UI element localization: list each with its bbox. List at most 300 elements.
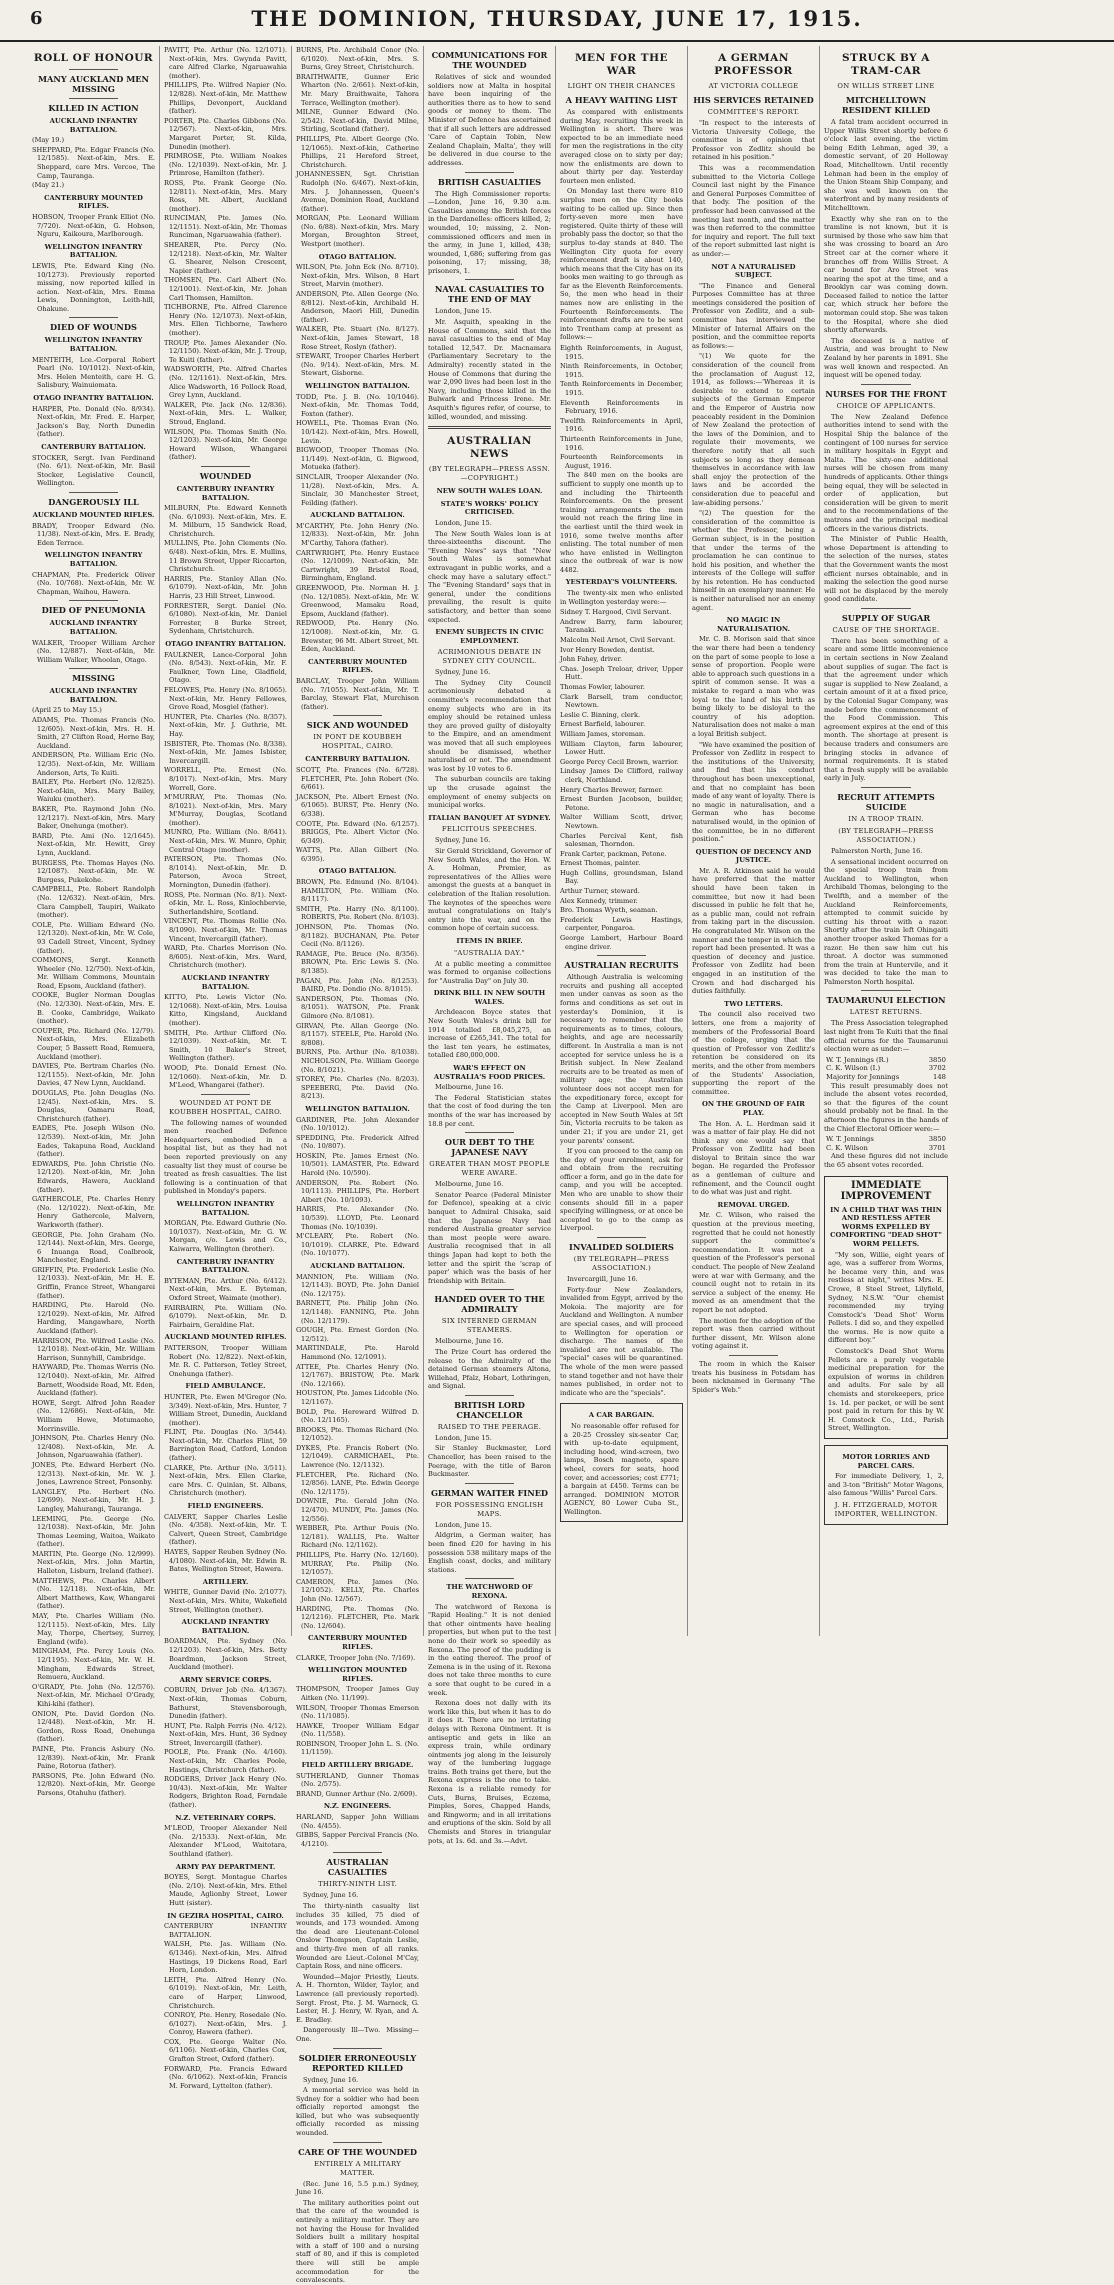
list-item: Thomas Fowler, labourer. — [560, 683, 645, 691]
list-item: MARTINDALE, Pte. Harold Hammond (No. 12/1091). — [296, 1344, 419, 1361]
items-sub: "AUSTRALIA DAY." — [453, 948, 526, 957]
unit-heading: CANTERBURY BATTALION. — [305, 755, 410, 764]
list-item: HARDING, Pte. Thomas (No. 12/1216). FLETCHER, Pte. Mark (No. 12/604). — [296, 1604, 419, 1630]
unit-heading: WELLINGTON BATTALION. — [305, 1104, 410, 1113]
missing-list — [32, 687, 155, 1797]
list-item: BAILEY, Pte. Herbert (No. 12/825). Next-of-kin, Mrs. Mary Bailey, Waiuku (mother). — [32, 778, 155, 804]
col2-entries — [164, 46, 287, 462]
list-item: SANDERSON, Pte. Thomas (No. 8/1051). WATSON, Pte. Frank Gilmore (No. 8/1081). — [296, 994, 419, 1020]
list-item: WILSON, Trooper Thomas Emerson (No. 11/1085). — [296, 1703, 419, 1721]
list-item: Henry Charles Brewer, farmer. — [560, 785, 664, 794]
unit-heading: WELLINGTON INFANTRY BATTALION. — [176, 1200, 275, 1217]
list-item: HARRIS, Pte. Alexander (No. 10/539). LLOYD, Pte. Leonard Thomas (No. 10/1039). — [296, 1205, 419, 1231]
list-item: CONROY, Pte. Henry, Rosedale (No. 6/1027). Next-of-kin, Mrs. J. Conroy, Hawera (father). — [164, 2011, 287, 2037]
list-item: MORGAN, Pte. Edward Guthrie (No. 10/1037). Next-of-kin, Mr. G. W. Morgan, c/o. Lewis and Co., Kaiwarra, Wellington (brother). — [164, 1219, 287, 1253]
professor-more: This was a recommendation submitted to the Victoria College Council last night by the Finance and General Purposes Committee of that body. The position of the professor had been canvassed at the meeting last month, and the matter was then referred to the committee for inquiry and report. The full text of the report submitted last night is as under:— — [692, 163, 815, 258]
naturalised-text: "The Finance and General Purposes Committee has at three meetings considered the position of Professor von Zedlitz, and a sub-committee has interviewed the Minister of Internal Affairs on the position, and the committee reports as follows:— — [692, 281, 815, 350]
nsw-dateline: London, June 15. — [435, 518, 492, 527]
list-item: PATTERSON, Trooper William Robert (No. 12/822). Next-of-kin, Mr. R. C. Patterson, Tetley Street, Onehunga (father). — [164, 1343, 287, 1378]
list-item: ADAMS, Pte. Thomas Francis (No. 12/605). Next-of-kin, Mrs. H. H. Smith, 27 Clifton Road, Herne Bay, Auckland. — [32, 716, 155, 750]
professor-heading: A GERMAN PROFESSOR — [714, 52, 793, 77]
majority-row: Majority for Jennings 148 — [826, 1073, 946, 1082]
decency-heading: QUESTION OF DECENCY AND JUSTICE. — [695, 847, 812, 865]
list-item: Bro. Thomas Wyeth, seaman. — [560, 906, 658, 915]
list-item: M'CLEARY, Pte. Robert (No. 10/1019). CLARKE, Pte. Edward (No. 10/1077). — [296, 1232, 419, 1258]
list-item: BROOKS, Pte. Thomas Richard (No. 12/1052). — [296, 1425, 419, 1443]
list-item: Malcolm Neil Arnot, Civil Servant. — [560, 636, 676, 645]
ill-list — [32, 511, 155, 596]
list-item: WORRELL, Pte. Ernest (No. 8/1017). Next-of-kin, Mrs. Mary Worrell, Gore. — [164, 766, 287, 792]
list-item: Arthur Turner, steward. — [560, 887, 640, 896]
list-item: FORWARD, Pte. Francis Edward (No. 6/1062). Next-of-kin, Francis M. Forward, Lyttelton (father). — [164, 2064, 287, 2090]
list-item: HOUSTON, Pte. James Lidcoble (No. 12/1167). — [296, 1389, 419, 1406]
list-item: JOHNSON, Pte. Charles Henry (No. 12/408). Next-of-kin, Mr. A. Johnson, Ngaruawahia (father). — [32, 1434, 155, 1460]
list-item: George Percy Cecil Brown, warrior. — [560, 757, 679, 766]
list-item: GREENWOOD, Pte. Norman H. J. (No. 12/1085). Next-of-kin, Mr. W. Greenwood, Mamaku Road, Epsom, Auckland (father). — [296, 584, 419, 618]
list-item: HAYWARD, Pte. Thomas Werris (No. 12/1040). Next-of-kin, Mr. Alfred Barnett, Woodside Road, Mt. Eden, Auckland (father). — [32, 1363, 155, 1398]
unit-heading: AUCKLAND INFANTRY BATTALION. — [181, 1618, 270, 1635]
wounds-list — [32, 336, 155, 488]
professor-sub2: HIS SERVICES RETAINED — [693, 95, 814, 105]
list-item: BOARDMAN, Pte. Sydney (No. 12/1203). Next-of-kin, Mrs. Betty Boardman, Jackson Street, Auckland (mother). — [164, 1637, 287, 1672]
column-1 — [28, 46, 160, 1797]
list-item: COUPER, Pte. Richard (No. 12/79). Next-of-kin, Mrs. Elizabeth Couper, 5 Bassett Road, Remuera, Auckland (mother). — [32, 1026, 155, 1061]
list-item: MARTIN, Pte. George (No. 12/999). Next-of-kin, Mrs. John Martin, Halleton, Lisburn, Ireland (father). — [32, 1549, 155, 1576]
list-item: PAGAN, Pte. John (No. 8/1253). BAIRD, Pte. Dondio (No. 8/1015). — [296, 976, 419, 994]
list-item: GEORGE, Pte. John Graham (No. 12/144). Next-of-kin, Mrs. George, 6 Inuanga Road, Coalbrook, Manchester, England. — [32, 1230, 155, 1265]
list-item: BRAND, Gunner Arthur (No. 2/609). — [296, 1789, 418, 1798]
aus-casualties-heading: AUSTRALIAN CASUALTIES — [326, 1857, 389, 1878]
list-item: HUNTER, Pte. Charles (No. 8/357). Next-of-kin, Mr. J. Guthrie, Mt. Hay. — [164, 712, 287, 738]
list-item: RUNCIMAN, Pte. James (No. 12/1151). Next-of-kin, Mr. Thomas Runciman, Ngaruawahia (father). — [164, 214, 287, 240]
list-item: WHITE, Gunner David (No. 2/1077). Next-of-kin, Mrs. White, Wakefield Street, Wellington (mother). — [164, 1588, 287, 1614]
unit-heading: AUCKLAND INFANTRY BATTALION. — [49, 117, 138, 134]
soldier-text: A memorial service was held in Sydney for a soldier who had been officially reported amongst the killed, but who was subsequently officially recorded as missing wounded. — [296, 2086, 419, 2138]
recruit-sub2: (BY TELEGRAPH—PRESS ASSOCIATION.) — [838, 826, 934, 844]
list-item: MILBURN, Pte. Edward Kenneth (No. 6/1093). Next-of-kin, Mrs. E. M. Milburn, 15 Sandwick Road, Christchurch. — [164, 504, 287, 538]
unit-heading: N.Z. VETERINARY CORPS. — [175, 1813, 276, 1822]
list-item: THOMSEN, Pte. Carl Albert (No. 12/1001). Next-of-kin, Mr. Johan Carl Thomsen, Hamilton. — [164, 276, 287, 302]
list-item: GOUGH, Pte. Ernest Gordon (No. 12/512). — [296, 1326, 419, 1343]
list-item: COOTE, Pte. Edward (No. 6/1257). BRIGGS, Pte. Albert Victor (No. 6/349). — [296, 819, 419, 845]
result-row: W. T. Jennings 3850 — [826, 1135, 946, 1144]
result-row: C. K. Wilson 3701 — [826, 1143, 946, 1152]
list-item: WALKER, Trooper William Archer (No. 12/887). Next-of-kin, Mr. William Walker, Whoolan, Otago. — [32, 638, 155, 664]
auckland-entries — [296, 522, 419, 654]
taumarunui-sub: LATEST RETURNS. — [849, 1008, 923, 1017]
italian-heading: ITALIAN BANQUET AT SYDNEY. — [428, 813, 551, 822]
list-item: BURNS, Pte. Archibald Conor (No. 6/1020). Next-of-kin, Mrs. S. Burns, Grey Street, Christchurch. — [296, 46, 419, 72]
removal-tail: The room in which the Kaiser treats his business in Potsdam has been nicknamed in Germany "The Spider's Web." — [692, 1359, 815, 1394]
masthead — [0, 0, 1114, 42]
admiralty-heading: HANDED OVER TO THE ADMIRALTY — [434, 1294, 545, 1315]
soldier-dateline: Sydney, June 16. — [303, 2075, 359, 2084]
list-item: COMMONS, Sergt. Kenneth Wheeler (No. 12/750). Next-of-kin, Mr. William Commons, Mountain Road, Epsom, Auckland (father). — [32, 956, 155, 990]
list-item: WALKER, Pte. Stuart (No. 8/127). Next-of-kin, James Stewart, 18 Rose Street, Roslyn (father). — [296, 325, 419, 351]
unit-heading: IN GEZIRA HOSPITAL, CAIRO. — [167, 1911, 284, 1920]
list-item: Ivor Henry Bowden, dentist. — [560, 645, 655, 654]
list-item: BIGWOOD, Trooper Thomas (No. 11/149). Next-of-kin, G. Bigwood, Motueka (father). — [296, 446, 419, 472]
unit-heading: AUCKLAND MOUNTED RIFLES. — [164, 1333, 287, 1342]
recruit-text: A sensational incident occurred on the special troop train from Auckland to Wellington, when Archibald Thomas, belonging to the Twelfth, and a member of the Auckland Reinforcements, attempted to commit suicide by cutting his throat with a razor. Shortly after the train left Ohingaiti another trooper asked Thomas for a razor. He then saw him cut his throat. A doctor was summoned from the train at Huntervile, and it was decided to take the man to Palmerston North hospital. — [824, 857, 948, 986]
list-item: RODGERS, Driver Jack Henry (No. 10/43). Next-of-kin, Mr. Walter Rodgers, Brighton Road, Ferndale (father). — [164, 1775, 287, 1810]
list-item: GIRVAN, Pte. Allan George (No. 8/1157). STEELE, Pte. Harold (No. 8/808). — [296, 1021, 419, 1047]
unit-heading: CANTERBURY MOUNTED RIFLES. — [308, 1634, 407, 1651]
list-item: Sidney T. Hargood, Civil Servant. — [560, 608, 672, 617]
list-item: TODD, Pte. J. B. (No. 10/1046). Next-of-kin, Mr. Thomas Todd, Foxton (father). — [296, 392, 419, 418]
enemy-dateline: Sydney, June 16. — [435, 668, 491, 677]
list-item: William James, storeman. — [560, 729, 646, 738]
drink-text: Archdeacon Boyce states that New South Wales's drink bill for 1914 totalled £8,045,275, an increase of £265,341. The total for the last ten years, he estimates, totalled £80,000,000. — [428, 1008, 551, 1060]
list-item: Walter William Scott, driver, Newtown. — [560, 813, 683, 830]
chancellor-heading: BRITISH LORD CHANCELLOR — [454, 1399, 525, 1420]
chancellor-text: Sir Stanley Buckmaster, Lord Chancellor, has been raised to the Peerage, with the title of Baron Buckmaster. — [428, 1444, 551, 1479]
unit-heading: CANTERBURY INFANTRY BATTALION. — [176, 1257, 275, 1275]
list-item: BYTEMAN, Pte. Arthur (No. 6/412). Next-of-kin, Mrs. E. Byteman, Oxford Street, Waimate (mother). — [164, 1276, 287, 1302]
invalided-dateline: Invercargill, June 16. — [567, 1275, 638, 1284]
taumarunui-more: This result presumably does not include the absent votes recorded, so that the figures of the count should probably not be final. In the afternoon the figures in the hands of the Chief Electoral Officer were:— — [824, 1081, 948, 1133]
list-item: (May 21.) — [32, 181, 65, 190]
aus-casualties-sub: THIRTY-NINTH LIST. — [318, 1880, 397, 1889]
column-2 — [160, 46, 292, 2090]
ar-heading: AUSTRALIAN RECRUITS — [564, 960, 679, 971]
page-columns — [28, 46, 1098, 2285]
brit-text: The High Commissioner reports:—London, June 16, 9.30 a.m. Casualties among the British forces in the Dardanelles: officers killed, 2; wounded, 10; missing, 2. Non-commissioned officers and men in the army, in June 1, killed, 438; wounded, 1,686; suffering from gas poisoning, 17; missing, 38; prisoners, 1. — [428, 189, 551, 275]
decency-text: Mr. A. R. Atkinson said he would have preferred that the matter should have been taken in committee, but now it had been discussed in public he felt that he, as a public man, could not refrain from taking part in the discussion. He congratulated Mr. Wilson on the manner and the temper in which the report had been presented. It was a question of decency and justice. Professor von Zedlitz had been engaged in an institution of the Crown and had discharged his duties faithfully. — [692, 866, 815, 996]
pont-heading: WOUNDED AT PONT DE KOUBBEH HOSPITAL, CAIRO. — [169, 1098, 282, 1116]
unit-heading: FIELD ARTILLERY BRIGADE. — [301, 1761, 414, 1770]
list-item: (May 19.) — [32, 136, 65, 145]
enemy-heading: ENEMY SUBJECTS IN CIVIC EMPLOYMENT. — [435, 628, 544, 645]
col3-top-entries — [296, 46, 419, 249]
list-item: Ernest Burden Jacobson, builder, Petone. — [560, 795, 683, 812]
list-item: STEWART, Trooper Charles Herbert (No. 9/14). Next-of-kin, Mrs. M. Stewart, Gisborne. — [296, 352, 419, 378]
professor-sub: AT VICTORIA COLLEGE — [708, 82, 799, 90]
no-magic-heading: NO MAGIC IN NATURALISATION. — [716, 616, 791, 633]
list-item: LEITH, Pte. Alfred Henry (No. 6/1019). Next-of-kin, Mr. Leith, care of Harper, Linwood, Christchurch. — [164, 1975, 287, 2010]
soldier-heading: SOLDIER ERRONEOUSLY REPORTED KILLED — [298, 2052, 417, 2073]
list-item: THOMPSON, Trooper James Guy Aitken (No. 11/199). — [296, 1685, 419, 1702]
unit-heading: CANTERBURY MOUNTED RIFLES. — [44, 193, 143, 211]
ill-heading: DANGEROUSLY ILL — [48, 496, 139, 507]
list-item: COLE, Pte. William Edward (No. 12/1320). Next-of-kin, Mr. W. Cole, 93 Cadell Street, Vincent, Sydney (father). — [32, 920, 155, 955]
list-item: ATTEE, Pte. Charles Henry (No. 12/1767). BRISTOW, Pte. Mark (No. 12/166). — [296, 1362, 419, 1388]
volunteers-heading: YESTERDAY'S VOLUNTEERS. — [565, 578, 678, 587]
list-item: SCOTT, Pte. Frances (No. 6/728). FLETCHER, Pte. John Robert (No. 6/661). — [296, 765, 419, 792]
list-item: BARCLAY, Trooper John William (No. 7/1055). Next-of-kin, Mr. T. Barclay, Stewart Flat, Murchison (father). — [296, 676, 419, 711]
wellington-entries — [296, 393, 419, 508]
list-item: ANDERSON, Pte. Robert (No. 10/1113). PHILLIPS, Pte. Herbert Albert (No. 10/1093). — [296, 1178, 419, 1204]
aus-dateline: Sydney, June 16. — [303, 1891, 359, 1900]
list-item: SINCLAIR, Trooper Alexander (No. 11/28). Next-of-kin, Mrs. A. Sinclair, 30 Manchester Street, Feilding (father). — [296, 472, 419, 507]
list-item: DYKES, Pte. Francis Robert (No. 12/1049). CARMICHAEL, Pte. Lawrence (No. 12/1132). — [296, 1443, 419, 1470]
taumarunui-heading: TAUMARUNUI ELECTION — [826, 995, 946, 1006]
list-item: Lindsay James De Clifford, railway clerk, Northland. — [560, 767, 683, 784]
list-item: KITTO, Pte. Lewis Victor (No. 12/1068). Next-of-kin, Mrs. Louisa Kitto, Kingsland, Auckland (mother). — [164, 993, 287, 1027]
nsw-text: The New South Wales loan is at three-sixteenths discount. The "Evening News" says that "New South Wales is somewhat extravagant in public works, and a check may have a salutary effect." The "Evening Standard" says that in general, under the conditions prevailing, the result is quite satisfactory, and better than some expected. — [428, 529, 551, 624]
list-item: HAYES, Sapper Reuben Sydney (No. 4/1080). Next-of-kin, Mr. Edwin R. Bates, Wellington Street, Hawera. — [164, 1548, 287, 1574]
list-item: WILSON, Pte. John Eck (No. 8/710). Next-of-kin, Mrs. Wilson, 8 Hart Street, Marvin (mother). — [296, 263, 419, 289]
list-item: HARRISON, Pte. Wilfred Leslie (No. 12/1018). Next-of-kin, Mr. William Harrison, Sunnyhill, Cambridge. — [32, 1336, 155, 1362]
improvement-tail: Comstock's Dead Shot Worm Pellets are a purely vegetable medicinal preparation for the expulsion of worms in children and adults. For sale by all chemists and storekeepers, price 1s. 1d. per packet, or will be sent post paid in return for this by W. H. Comstock Co., Ltd., Parish Street, Wellington. — [828, 1347, 944, 1433]
list-item: BRAITHWAITE, Gunner Eric Wharton (No. 2/661). Next-of-kin, Mr. Mary Braithwaite, Tahora Terrace, Wellington (mother). — [296, 72, 419, 107]
enemy-sub: ACRIMONIOUS DEBATE IN SYDNEY CITY COUNCIL. — [437, 648, 542, 666]
comm-heading: COMMUNICATIONS FOR THE WOUNDED — [431, 50, 548, 70]
list-item: ROBINSON, Trooper John L. S. (No. 11/1159). — [296, 1739, 419, 1757]
tram-sub2: MITCHELLTOWN RESIDENT KILLED — [841, 95, 931, 115]
killed-list — [32, 117, 155, 313]
naturalised-more: "(1) We quote for the consideration of the council from the proclamation of August 12, 1914, as follows:—'Whereas it is desirable to extend to certain subjects of the German Emperor and the Emperor of Austria now peaceably resident in the Dominion of New Zealand the protection of the laws of the Dominion, and to regulate their movements, we therefore notify that all such subjects so long as they demean themselves in accordance with law shall enjoy the protection of the laws and be accorded the consideration due to peaceful and law-abiding persons.' — [692, 352, 815, 507]
list-item: MINGHAM, Pte. Percy Louis (No. 12/1195). Next-of-kin, Mr. W. H. Mingham, Edwards Street, Remuera, Auckland. — [32, 1647, 155, 1682]
items-text: At a public meeting a committee was formed to organise collections for "Australia Day" on July 30. — [428, 959, 551, 985]
list-item: WARD, Pte. Charles Morrison (No. 8/605). Next-of-kin, Mrs. Ward, Christchurch (mother). — [164, 944, 287, 970]
japan-sub: GREATER THAN MOST PEOPLE WERE AWARE. — [429, 1160, 550, 1178]
men-sub2: A HEAVY WAITING LIST — [565, 95, 678, 105]
sick-subheading: IN PONT DE KOUBBEH HOSPITAL, CAIRO. — [313, 733, 402, 751]
anews-sub: (BY TELEGRAPH—PRESS ASSN.—COPYRIGHT.) — [428, 465, 551, 483]
list-item: FAIRBAIRN, Pte. William (No. 6/1079). Next-of-kin, Mr. D. Fairbairn, Geraldine Flat. — [164, 1303, 287, 1329]
page-number: 6 — [30, 8, 43, 29]
car-ad — [560, 1403, 683, 1522]
list-item: PAINE, Pte. Francis Asbury (No. 12/839). Next-of-kin, Mr. Frank Paine, Rotorua (father). — [32, 1744, 155, 1771]
list-item: SHEARER, Pte. Percy (No. 12/1218). Next-of-kin, Mr. Walter G. Shearer, Nelson Crescent, Napier (father). — [164, 241, 287, 275]
invalided-heading: INVALIDED SOLDIERS — [569, 1242, 674, 1253]
auckland-heading: AUCKLAND BATTALION. — [310, 511, 405, 520]
list-item: PAVITT, Pte. Arthur (No. 12/1071). Next-of-kin, Mrs. Gwynda Pavitt, care Alfred Clarke, Ngaruawahia (mother). — [164, 46, 287, 80]
war-dateline: Melbourne, June 16. — [435, 1083, 504, 1092]
unit-heading: AUCKLAND INFANTRY BATTALION. — [49, 687, 138, 704]
unit-heading: AUCKLAND MOUNTED RIFLES. — [32, 510, 155, 519]
professor-text: "In respect to the interests of Victoria University College, the committee is of opinion that Professor von Zedlitz should be retained in his position." — [692, 119, 815, 162]
war-heading: WAR'S EFFECT ON AUSTRALIA'S FOOD PRICES. — [433, 1064, 546, 1081]
list-item: TROUP, Pte. James Alexander (No. 12/1150). Next-of-kin, Mr. J. Troup, Te Kuiti (father). — [164, 338, 287, 364]
men-text: As compared with enlistments during May, recruiting this week in Wellington is short. There was expected to be an immediate need for men the registrations in the city averaged close on to sixty per day; now the enlistments are down to about thirty per day. Yesterday fourteen men enlisted. — [560, 108, 683, 185]
list-item: HOBSON, Trooper Frank Elliot (No. 7/720). Next-of-kin, G. Hobson, Nguru, Kaikoura, Marlborough. — [32, 212, 155, 239]
list-item: SPEDDING, Pte. Frederick Alfred (No. 10/807). — [296, 1133, 419, 1151]
improvement-more: "My son, Willie, eight years of age, was a sufferer from Worms, he became very thin, and was restless at night," writes Mrs. E. Crowe, 8 Steel Street, Lilyfield, Sydney, N.S.W. "Our chemist recommended my trying Comstock's 'Dead Shot' Worm Pellets. I did so, and they expelled the worms. He is now quite a different boy." — [828, 1250, 944, 1345]
list-item: HOSKIN, Pte. James Ernest (No. 10/501). LAMASTER, Pte. Edward Harold (No. 10/590). — [296, 1151, 419, 1178]
tram-more2: The deceased is a native of Austria, and was brought to New Zealand by her parents in 1891. She was well known and respected. An inquest will be opened today. — [824, 336, 948, 380]
list-item: Leslie C. Binning, clerk. — [560, 710, 641, 719]
list-item: CAMERON, Pte. James (No. 12/1052). KELLY, Pte. Charles John (No. 12/567). — [296, 1577, 419, 1603]
list-item: GARDINER, Pte. John Alexander (No. 10/1012). — [296, 1115, 419, 1133]
list-item: REDWOOD, Pte. Henry (No. 12/1008). Next-of-kin, Mr. G. Brewster, 96 Mt. Albert Street, Mt. Eden, Auckland. — [296, 619, 419, 654]
unit-heading: OTAGO INFANTRY BATTALION. — [33, 394, 154, 403]
list-item: HARLAND, Sapper John William (No. 4/455). — [296, 1813, 419, 1830]
admiralty-dateline: Melbourne, June 16. — [435, 1337, 504, 1346]
list-item: Andrew Barry, farm labourer, Taranaki. — [560, 617, 683, 635]
list-item: Ernest Thomas, painter. — [560, 859, 641, 868]
invalided-text: Forty-four New Zealanders, invalided from Egypt, arrived by the Mokoia. The majority are for Auckland and Wellington. A number are special cases, and will proceed to Wellington for operation or discharge. The names of the invalided are not available. The "special" cases will be quarantined. The whole of the men were passed to stand together and not have their names published, in order not to indicate who are the "specials". — [560, 1285, 683, 1397]
list-item: WEBBER, Pte. Arthur Pouis (No. 12/181). WALLIS, Pte. Walter Richard (No. 12/1162). — [296, 1524, 419, 1550]
list-item: BARNETT, Pte. Philip John (No. 12/1148). FANNING, Pte. John (No. 12/1179). — [296, 1299, 419, 1325]
list-item: ISBISTER, Pte. Thomas (No. 8/338). Next-of-kin, Mr. James Isbister, Invercargill. — [164, 739, 287, 765]
list-item: ANDERSON, Pte. Allen George (No. 8/812). Next-of-kin, Archibald H. Anderson, Maori Hill, Dunedin (father). — [296, 290, 419, 324]
motor-agent: J. H. FITZGERALD, MOTOR IMPORTER, WELLINGTON. — [834, 1500, 938, 1518]
car-text: No reasonable offer refused for a 20-25 Crossley six-seater Car, with up-to-date equipment, including hood, wind-screen, two lamps, Bosch magneto, spare wheel, covers for seats, hood cover, and accessories; cost £771; a bargain at £450. Terms can be arranged. DOMINION MOTOR AGENCY, 80 Lower Cuba St., Wellington. — [564, 1421, 679, 1516]
unit-heading: WELLINGTON INFANTRY BATTALION. — [44, 242, 143, 260]
list-item: HUNT, Pte. Ralph Ferris (No. 4/12). Next-of-kin, Mrs. Hunt, 36 Sydney Street, Invercargill (father). — [164, 1721, 287, 1747]
wellington-heading: WELLINGTON BATTALION. — [305, 381, 410, 390]
list-item: WADSWORTH, Pte. Alfred Charles (No. 12/1161). Next-of-kin, Mrs. Alice Wadsworth, 16 Pollock Road, Grey Lynn, Auckland. — [164, 365, 287, 400]
removal-heading: REMOVAL URGED. — [717, 1200, 790, 1209]
tram-sub: ON WILLIS STREET LINE — [837, 82, 935, 90]
list-item: CANTERBURY INFANTRY BATTALION. — [164, 1922, 287, 1939]
list-item: O'GRADY, Pte. John (No. 12/576). Next-of-kin, Mr. Michael O'Grady, Kihi-kihi (father). — [32, 1682, 155, 1708]
list-item: HOWE, Sergt. Alfred John Reader (No. 12/686). Next-of-kin, Mr. William Howe, Motumaoho, Morrinsville. — [32, 1398, 155, 1433]
list-item: MENTEITH, Lce.-Corporal Robert Pearl (No. 10/1012). Next-of-kin, Mrs. Helen Menteith, care H. G. Salisbury, Wainuiomata. — [32, 355, 155, 390]
aus-more: Wounded—Major Priestly, Lieuts. A. H. Thornton, Wilder, Taylor, and Lawrence (all previously reported). Sergt. Frost, Pte. J. M. Warneck, G. Lester, H. J. Henry, W. Ryan, and A. E. Bradley. — [296, 1972, 419, 2024]
sugar-sub: CAUSE OF THE SHORTAGE. — [832, 625, 940, 634]
admiralty-text: The Prize Court has ordered the release to the Admiralty of the detained German steamers Altona, Willehad, Pfalz, Hobart, Lothringen, and Signal. — [428, 1347, 551, 1391]
list-item: George Lambert, Harbour Board engine driver. — [560, 934, 683, 951]
rexona-heading: THE WATCHWORD OF REXONA. — [446, 1583, 533, 1600]
italian-text: Sir Gerald Strickland, Governor of New South Wales, and the Hon. W. A. Holman, Premier, as representatives of the Allies were amongst the guests at a banquet in celebration of the Italian resolution. The keynotes of the speeches were mutual congratulations on Italy's entry into the war, and on the common hope of certain success. — [428, 846, 551, 933]
list-item: DAVIES, Pte. Bertram Charles (No. 12/1155). Next-of-kin, Mr. John Davies, 47 New Lynn, Auckland. — [32, 1062, 155, 1088]
pont-text: The following names of wounded men reached Defence Headquarters, embodied in a hospital list, but as they had not been reported previously on any casualty list they must of course be treated as fresh casualties. The list following is a continuation of that published in Monday's papers. — [164, 1118, 287, 1196]
invalided-sub: (BY TELEGRAPH—PRESS ASSOCIATION.) — [573, 1255, 670, 1273]
reinforcement-schedule — [560, 344, 683, 470]
list-item: GIBBS, Sapper Percival Francis (No. 4/1210). — [296, 1831, 419, 1848]
chancellor-sub: RAISED TO THE PEERAGE. — [437, 1422, 542, 1431]
naturalised-heading: NOT A NATURALISED SUBJECT. — [711, 262, 796, 280]
list-item: JONES, Pte. Edward Herbert (No. 12/313). Next-of-kin, Mr. W. J. Jones, Lawrence Street, Ponsonby. — [32, 1460, 155, 1487]
list-item: WILSON, Pte. Thomas Smith (No. 12/1203). Next-of-kin, Mr. George Howard Wilson, Whangarei (father). — [164, 427, 287, 462]
list-item: Tenth Reinforcements in December, 1915. — [560, 380, 683, 397]
aus-total: Dangerously Ill—Two. Missing—One. — [296, 2026, 419, 2043]
unit-heading: WELLINGTON MOUNTED RIFLES. — [308, 1666, 407, 1683]
unit-heading: OTAGO INFANTRY BATTALION. — [165, 640, 286, 648]
drink-heading: DRINK BILL IN NEW SOUTH WALES. — [433, 989, 546, 1006]
otago-entries — [296, 263, 419, 378]
taumarunui-text: The Press Association telegraphed last night from Te Kuiti that the final official returns for the Taumarunui election were as under:— — [824, 1019, 948, 1054]
unit-heading: ARMY PAY DEPARTMENT. — [175, 1862, 276, 1871]
list-item: MATTHEWS, Pte. Charles Albert (No. 12/118). Next-of-kin, Mr. Albert Matthews, Kaw, Whangarei (father). — [32, 1576, 155, 1611]
list-item: DOUGLAS, Pte. John Douglas (No. 12/45). Next-of-kin, Mrs. S. Douglas, Oamaru Road, Christchurch (father). — [32, 1089, 155, 1123]
naval-dateline: London, June 15. — [435, 307, 492, 316]
tram-heading: STRUCK BY A TRAM-CAR — [842, 52, 930, 77]
list-item: JOHANNESSEN, Sgt. Christian Rudolph (No. 6/467). Next-of-kin, Mrs. J. Johannessen, Queen's Avenue, Dominion Road, Auckland (father). — [296, 170, 419, 213]
list-item: CARTWRIGHT, Pte. Henry Eustace (No. 12/1009). Next-of-kin, Mr. Cartwright, 39 Bristol Road, Birmingham, England. — [296, 548, 419, 583]
worm-pellets-ad — [824, 1176, 948, 1439]
list-item: MAY, Pte. Charles William (No. 12/1115). Next-of-kin, Mrs. Lily May, Thorpe, Chertsey, Surrey, England (wife). — [32, 1612, 155, 1646]
list-item: FLETCHER, Pte. Richard (No. 12/856). LANE, Pte. Edwin George (No. 12/1175). — [296, 1470, 419, 1496]
list-item: M'LEOD, Trooper Alexander Neil (No. 2/1533). Next-of-kin, Mr. Alexander M'Leod, Waitotara, Southland (father). — [164, 1824, 287, 1858]
otago-heading: OTAGO BATTALION. — [318, 252, 397, 261]
enemy-more: The suburban councils are taking up the crusade against the employment of enemy subjects on municipal works. — [428, 775, 551, 810]
nsw2-heading: STATE'S WORKS' POLICY CRITICISED. — [440, 499, 539, 517]
cmr-entries — [296, 677, 419, 711]
list-item: RAMAGE, Pte. Bruce (No. 8/356). BROWN, Pte. Eric Lewis S. (No. 8/1385). — [296, 949, 419, 975]
list-item: VINCENT, Pte. Thomas Rollie (No. 8/1090). Next-of-kin, Mr. Thomas Vincent, Invercargill (father). — [164, 917, 287, 943]
list-item: EDWARDS, Pte. John Christie (No. 12/120). Next-of-kin, Mr. John Edwards, Hawera, Auckland (father). — [32, 1159, 155, 1194]
unit-heading: N.Z. ENGINEERS. — [323, 1802, 392, 1811]
list-item: CHAPMAN, Pte. Frederick Oliver (No. 10/768). Next-of-kin, Mr. W. Chapman, Waihou, Hawera. — [32, 570, 155, 596]
car-heading: A CAR BARGAIN. — [588, 1411, 655, 1420]
list-item: Alex Kennedy, trimmer. — [560, 896, 638, 905]
list-item: LEWIS, Pte. Edward King (No. 10/1273). Previously reported missing, now reported killed in action. Next-of-kin, Mrs. Emma Lewis, Donnington, Leith-hill, Ohakune. — [32, 261, 155, 313]
motor-heading: MOTOR LORRIES AND PARCEL CARS. — [842, 1453, 930, 1470]
volunteers-list — [560, 608, 683, 951]
unit-heading: CANTERBURY BATTALION. — [41, 443, 146, 451]
roll-subheading: MANY AUCKLAND MEN MISSING — [37, 74, 150, 94]
admiralty-sub: SIX INTERNED GERMAN STEAMERS. — [441, 1317, 538, 1335]
fair-play-heading: ON THE GROUND OF FAIR PLAY. — [702, 1100, 805, 1117]
list-item: Twelfth Reinforcements in April, 1916. — [560, 416, 683, 434]
comm-text: Relatives of sick and wounded soldiers now at Malta in hospital have been inquiring of the authorities there as to how to send goods or money to them. The Minister of Defence has ascertained that if all such letters are addressed 'Care of Captain Tobin, New Zealand Chaplain, Malta', they will be delivered in due course to the addresses. — [428, 73, 551, 167]
chancellor-dateline: London, June 15. — [435, 1433, 492, 1442]
unit-heading: AUCKLAND BATTALION. — [310, 1262, 405, 1270]
list-item: LEEMING, Pte. George (No. 12/1038). Next-of-kin, Mr. John Thomas Leeming, Waitoa, Waikato (father). — [32, 1514, 155, 1549]
unit-heading: ARMY SERVICE CORPS. — [179, 1675, 272, 1684]
list-item: HARRIS, Pte. Stanley Allan (No. 6/1079). Next-of-kin, Mr. John Harris, 23 Hill Street, Linwood. — [164, 574, 287, 601]
list-item: Eighth Reinforcements, in August, 1915. — [560, 344, 683, 361]
tram-more: Exactly why she ran on to the tramline is not known, but it is surmised by those who saw him that she was crossing to board an Aro Street car at the corner where it branches off from Willis Street. A car bound for Aro Street was nearing the spot at the time, and a Brooklyn car was coming down. Deceased failed to notice the latter car, which struck her before the motorman could stop. She was taken to the Hospital, where she died shortly afterwards. — [824, 214, 948, 335]
two-letters-heading: TWO LETTERS. — [724, 999, 783, 1008]
result-row: C. K. Wilson (I.) 3702 — [826, 1064, 946, 1073]
list-item: BROWN, Pte. Edmund (No. 8/104). HAMILTON, Pte. William (No. 8/1117). — [296, 878, 419, 904]
wounded-list — [164, 485, 287, 1090]
list-item: Hugh Collins, groundsman, Island Bay. — [560, 868, 683, 886]
roll-heading: ROLL OF HONOUR — [33, 52, 154, 64]
two-letters-text: The council also received two letters, one from a majority of members of the Professorial Board of the college, urging that the question of Professor von Zedlitz's retention be considered on its merits, and the other from members of the Students' Association, supporting the report of the committee. — [692, 1010, 815, 1096]
list-item: PARSONS, Pte. John Edward (No. 12/820). Next-of-kin, Mr. George Parsons, Otahuhu (father). — [32, 1771, 155, 1797]
waiter-heading: GERMAN WAITER FINED — [430, 1487, 549, 1498]
list-item: CLARKE, Pte. Arthur (No. 3/511). Next-of-kin, Mrs. Ellen Clarke, care Mrs. C. Quinlan, St. Albans, Christchurch (mother). — [164, 1463, 287, 1498]
list-item: CAMPBELL, Pte. Robert Randolph (No. 12/632). Next-of-kin, Mrs. Clara Campbell, Taupiri, Waikato (mother). — [32, 885, 155, 920]
list-item: STOREY, Pte. Charles (No. 8/203). SPEEBERG, Pte. David (No. 8/213). — [296, 1075, 419, 1101]
list-item: Clark Barsell, tram conductor, Newtown. — [560, 692, 683, 710]
sick-list — [296, 755, 419, 1848]
list-item: MILNE, Gunner Edward (No. 2/542). Next-of-kin, David Milne, Stirling, Scotland (father). — [296, 108, 419, 134]
men-after: The 840 men on the books are sufficient to supply one month up to and including the Thirteenth Reinforcements. On the present training arrangements the men would not reach the firing line in the earliest until the third week in 1916, some twelve months after enlisting. The total number of men who have enlisted in Wellington since the outbreak of war is now 4482. — [560, 471, 683, 574]
list-item: Ernest Barfield, labourer. — [560, 720, 646, 729]
aus-text: The thirty-ninth casualty list includes 35 killed, 75 died of wounds, and 173 wounded. Among the dead are Lieutenant-Colonel Onslow Thompson, Captain Leslie, and thirty-five men of all ranks. Wounded are Lieut.-Colonel M'Cay, Captain Ross, and nine officers. — [296, 1902, 419, 1971]
italian-dateline: Sydney, June 16. — [435, 836, 491, 845]
taumarunui-tail: And these figures did not include the 65 absent votes recorded. — [824, 1152, 948, 1169]
list-item: BOLD, Pte. Hereward Wilfred D. (No. 12/1165). — [296, 1407, 419, 1425]
rexona-text: The watchword of Rexona is "Rapid Healing." It is not denied that other ointments have healing properties, but when put to the test none do their work so speedily as Rexona. The proof of the pudding is in the eating thereof. The proof of Zemena is in the using of it. Rexona does not take three months to cure a sore that ought to be cured in a week. — [428, 1602, 551, 1697]
list-item: John Fahey, driver. — [560, 655, 623, 664]
list-item: FORRESTER, Sergt. Daniel (No. 6/1080). Next-of-kin, Mr. Daniel Forrester, 8 Burke Street, Sydenham, Christchurch. — [164, 601, 287, 636]
japan-text: Senator Pearce (Federal Minister for Defence), speaking at a civic banquet to Admiral Chisaka, said that the Japanese Navy had rendered Australia greater service than most people were aware. Australia recognised that in all things Japan had kept to both the letter and the spirit the 'scrap of paper' which was the basis of her friendship with Britain. — [428, 1190, 551, 1285]
list-item: WALKER, Pte. Jack (No. 12/836). Next-of-kin, Mrs. L. Walker, Stroud, England. — [164, 400, 287, 426]
list-item: JOHNSON, Pte. Thomas (No. 8/1182). BUCHANAN, Pte. Peter Cecil (No. 8/1126). — [296, 923, 419, 949]
list-item: HUNTER, Pte. Ewen M'Gregor (No. 3/349). Next-of-kin, Mrs. Hunter, 7 William Street, Dunedin, Auckland (mother). — [164, 1392, 287, 1427]
newspaper-title: THE DOMINION, THURSDAY, JUNE 17, 1915. — [251, 6, 863, 31]
list-item: SUTHERLAND, Gunner Thomas (No. 2/575). — [296, 1771, 419, 1789]
rexona-more: Rexona does not dally with its work like this, but when it has to do it does it. There are no irritating delays with Rexona Ointment. It is antiseptic and gets in like an express train, while ordinary ointments jog along in the leisurely way of the lumbering luggage trains. Both trains get there, but the Rexona express is the one to take. Rexona is a reliable remedy for Cuts, Burns, Bruises, Eczema, Pimples, Sores, Chapped Hands, and Ringworm; and in all irritations and eruptions of the skin. Sold by all Chemists and Stores in triangular pots, at 1s. 6d. and 3s.—Advt. — [428, 1699, 551, 1845]
wounds-heading: DIED OF WOUNDS — [50, 322, 137, 333]
list-item: MUNRO, Pte. William (No. 8/641). Next-of-kin, Mrs. W. Munro, Ophir, Central Otago (mother). — [164, 828, 287, 854]
removal-more: The motion for the adoption of the report was then carried without further dissent, Mr. Wilson alone voting against it. — [692, 1316, 815, 1351]
nurses-sub: CHOICE OF APPLICANTS. — [836, 401, 936, 410]
list-item: MANNION, Pte. William (No. 12/1143). BOYD, Pte. John Daniel (No. 12/175). — [296, 1272, 419, 1298]
unit-heading: AUCKLAND INFANTRY BATTALION. — [181, 973, 270, 991]
recruit-sub: IN A TROOP TRAIN. — [848, 814, 924, 823]
improvement-heading: IMMEDIATE IMPROVEMENT — [840, 1179, 932, 1202]
no-magic-text: Mr. C. B. Morison said that since the war there had been a tendency on the part of some people to lose a sense of proportion. People were able to approach such questions in a spirit of common sense. It was a mistake to regard a man who was loyal to the land of his birth as being likely to be disloyal to the country of his adoption. Naturalisation does not make a man a loyal British subject. — [692, 635, 815, 738]
column-5 — [556, 46, 688, 1636]
unit-heading: FIELD AMBULANCE. — [185, 1382, 266, 1391]
list-item: PHILLIPS, Pte. Harry (No. 12/160). MURRAY, Pte. Philip (No. 12/1057). — [296, 1551, 419, 1577]
nurses-heading: NURSES FOR THE FRONT — [825, 388, 947, 399]
list-item: HARDING, Pte. Harold (No. 12/1029). Next-of-kin, Mr. Alfred Harding, Mangawhare, North Auckland (father). — [32, 1301, 155, 1336]
list-item: PRIMROSE, Pte. William Noakes (No. 12/1039). Next-of-kin, Mr. J. Primrose, Hamilton (father). — [164, 152, 287, 178]
list-item: William Clayton, farm labourer, Lower Hutt. — [560, 739, 683, 757]
list-item: Charles Percival Kent, fish salesman, Thorndon. — [560, 831, 683, 849]
list-item: FAULKNER, Lance-Corporal John (No. 8/543). Next-of-kin, Mr. F. Faulkner, Town Line, Gladfield, Otago. — [164, 650, 287, 685]
